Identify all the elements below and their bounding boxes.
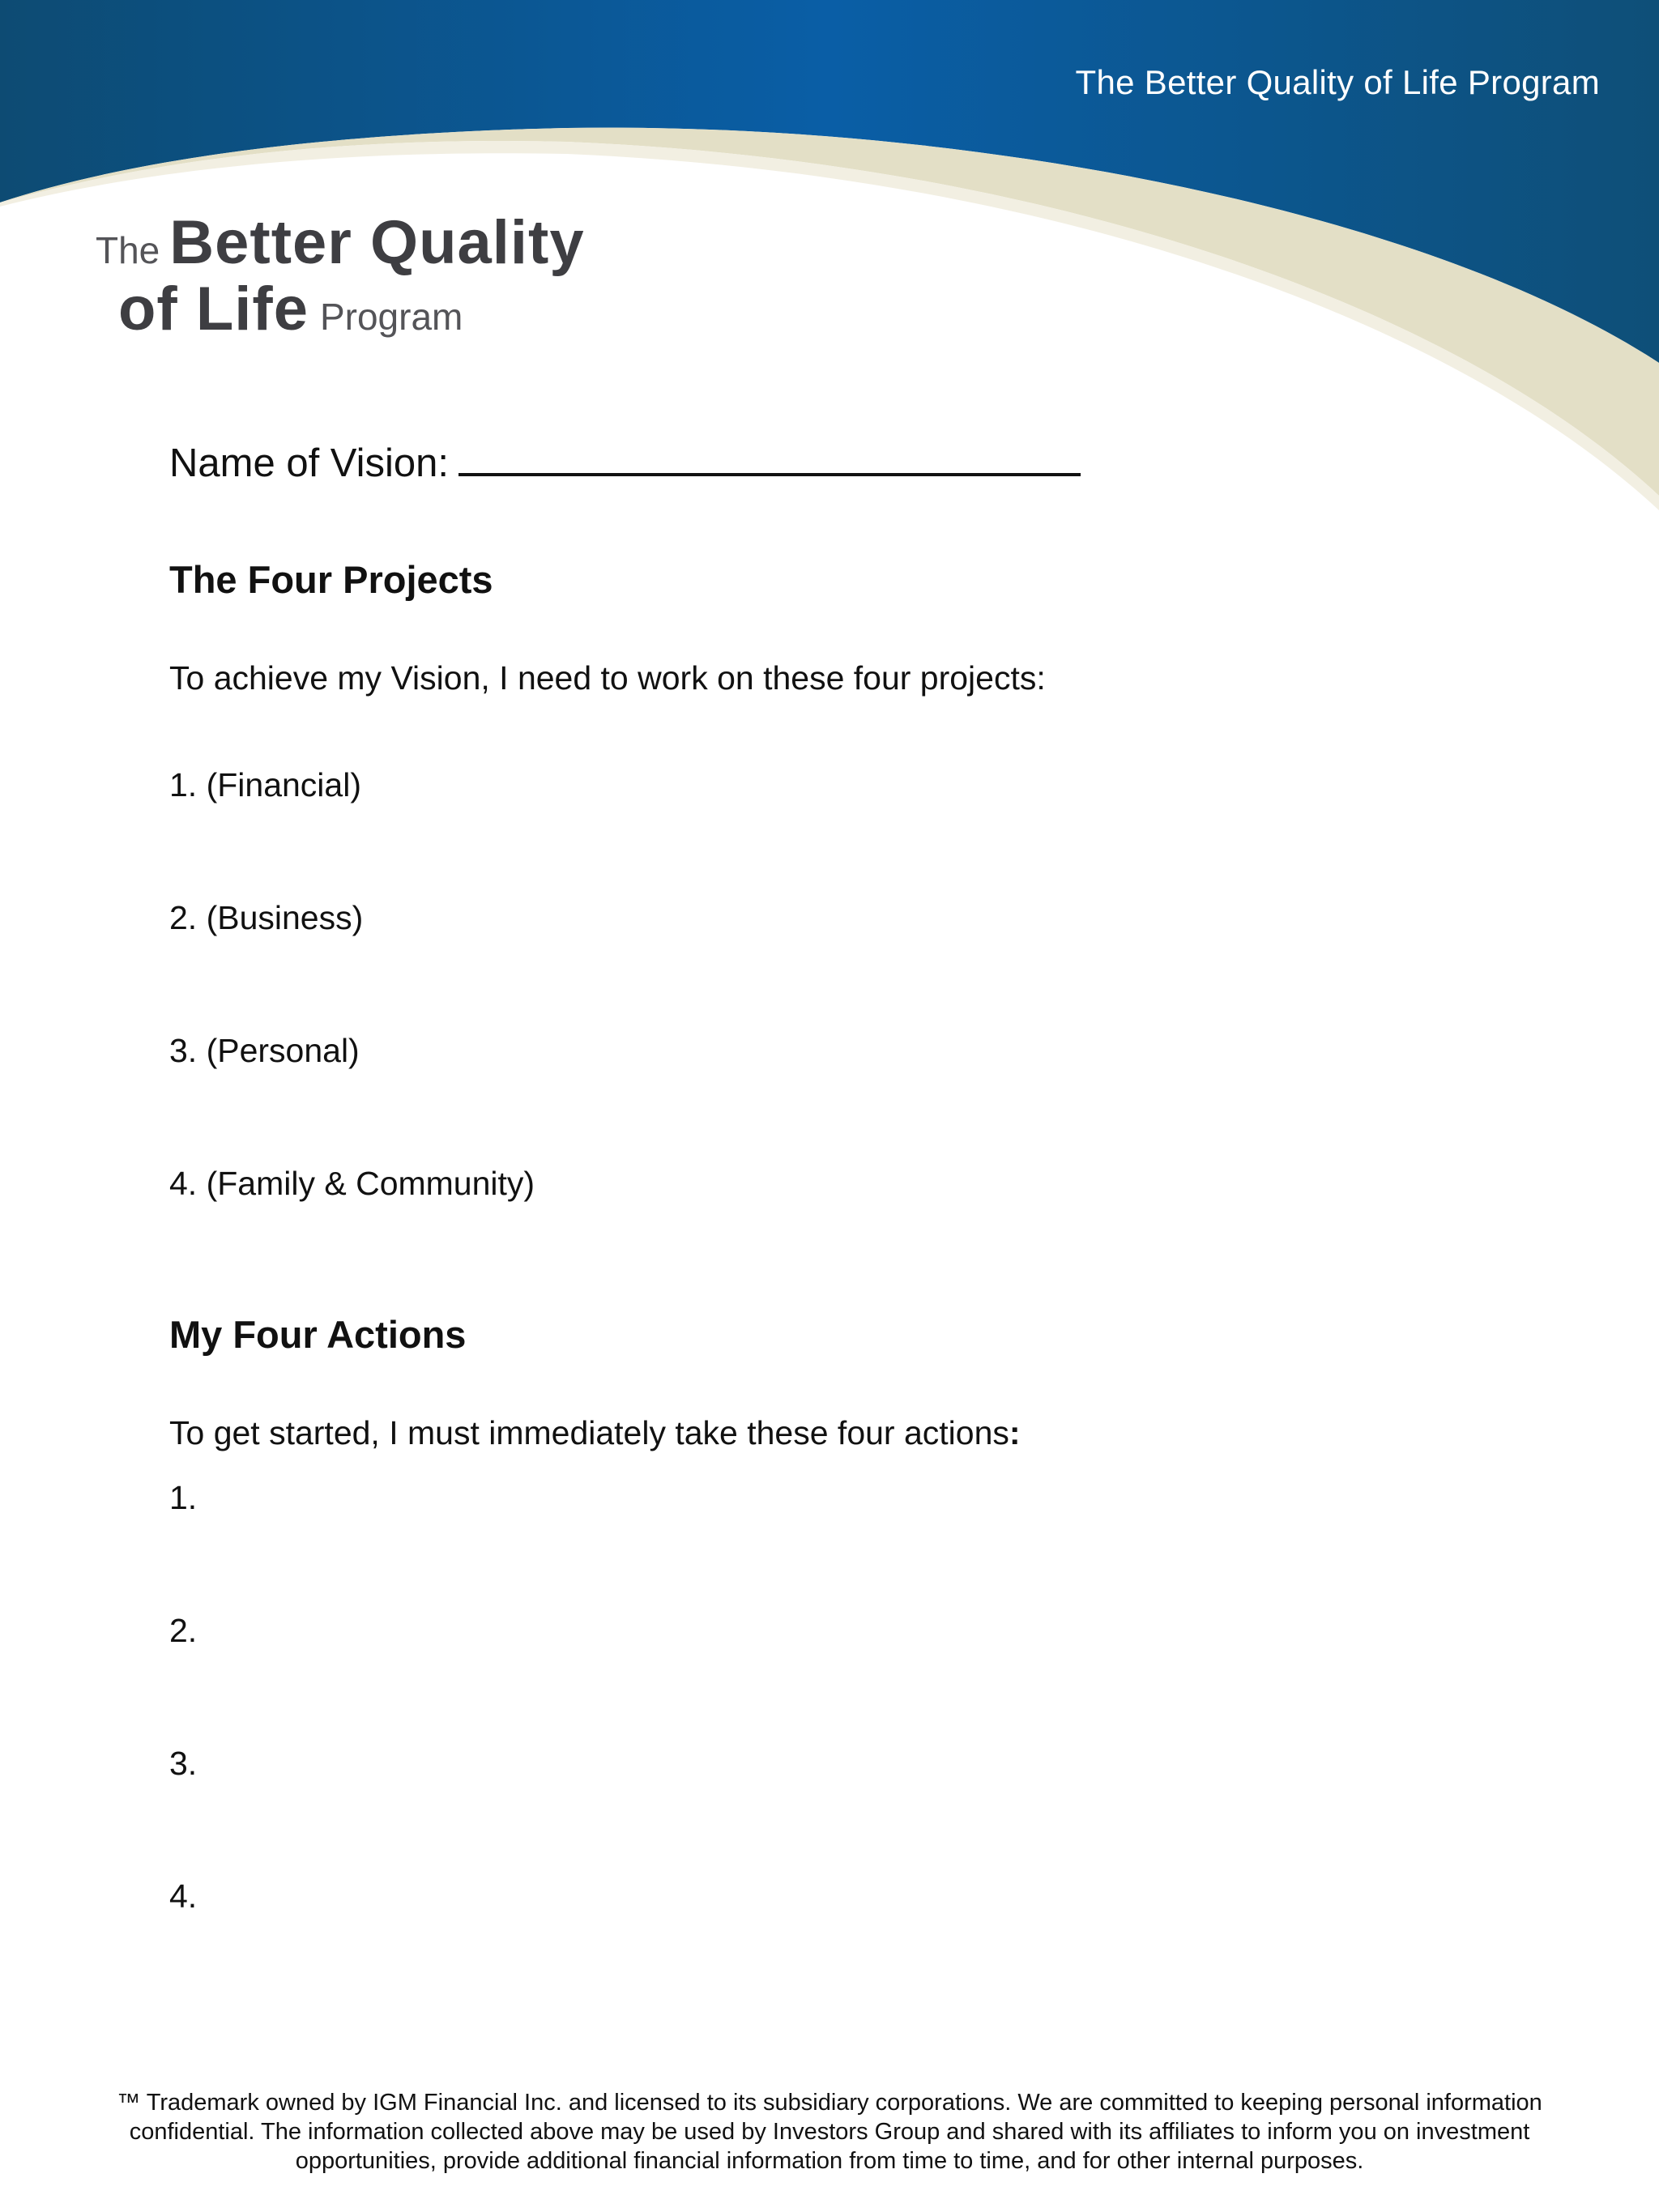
program-logo [96,208,585,343]
project-item-financial: 1. (Financial) [169,766,361,803]
footer-line-2: confidential. The information collected above may be used by Investors Group and shared with its affiliates to inform you on investment [129,2119,1530,2145]
footer-line-3: opportunities, provide additional financial information from time to time, and for other internal purposes. [295,2148,1364,2174]
footer-disclaimer [52,2088,1607,2176]
action-item-1: 1. [169,1479,198,1516]
action-item-4: 4. [169,1877,198,1915]
logo-better-quality: Better Quality [169,208,585,277]
project-item-personal: 3. (Personal) [169,1032,360,1069]
actions-intro-text: To get started, I must immediately take these four actions [169,1414,1009,1451]
header-title: The Better Quality of Life Program [1075,63,1600,101]
vision-row [169,436,1081,486]
logo-program: Program [319,296,463,338]
projects-intro: To achieve my Vision, I need to work on these four projects: [169,659,1046,697]
action-item-2: 2. [169,1612,198,1649]
logo-of-life: of Life [118,275,309,343]
actions-heading: My Four Actions [169,1313,467,1356]
footer-line-1: ™ Trademark owned by IGM Financial Inc. and licensed to its subsidiary corporations. We are committed to keeping personal information [117,2090,1542,2116]
vision-blank-line[interactable] [458,436,1081,476]
project-item-business: 2. (Business) [169,899,364,936]
actions-intro [169,1414,1021,1452]
vision-label: Name of Vision: [169,441,449,485]
project-item-family-community: 4. (Family & Community) [169,1165,535,1202]
logo-the: The [96,229,160,271]
actions-intro-colon: : [1009,1414,1021,1451]
projects-heading: The Four Projects [169,558,493,601]
action-item-3: 3. [169,1745,198,1782]
